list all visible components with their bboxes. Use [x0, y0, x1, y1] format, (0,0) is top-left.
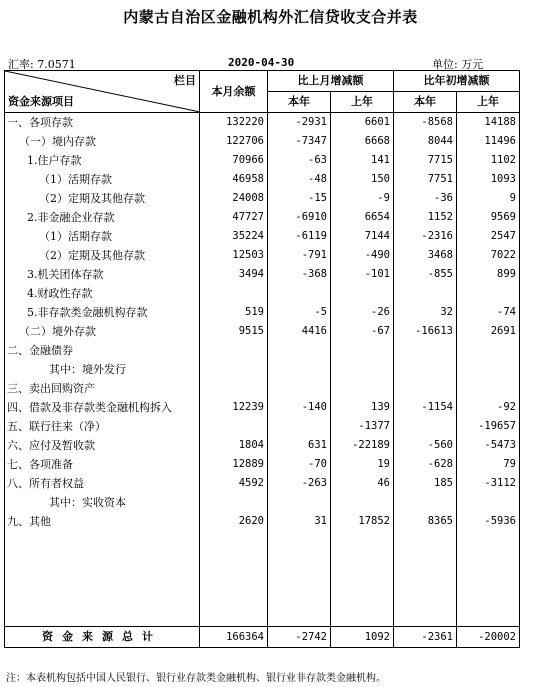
row-value: 2547 [457, 227, 520, 246]
row-label: 2.非金融企业存款 [5, 208, 200, 227]
row-value: -9 [331, 189, 394, 208]
empty-cell [200, 531, 268, 550]
row-value [268, 284, 331, 303]
row-value: 9569 [457, 208, 520, 227]
row-value: -628 [394, 455, 457, 474]
row-label: 5.非存款类金融机构存款 [5, 303, 200, 322]
row-value: 1102 [457, 151, 520, 170]
row-value: -101 [331, 265, 394, 284]
empty-cell [268, 531, 331, 550]
row-value: 4592 [200, 474, 268, 493]
row-value: -26 [331, 303, 394, 322]
row-label: （2）定期及其他存款 [5, 189, 200, 208]
header-vs-year-start: 比年初增减额 [394, 71, 520, 92]
row-value: 150 [331, 170, 394, 189]
row-value: 6668 [331, 132, 394, 151]
header-last-year-1: 上年 [331, 92, 394, 113]
empty-cell [457, 569, 520, 588]
row-label: 八、所有者权益 [5, 474, 200, 493]
header-last-year-2: 上年 [457, 92, 520, 113]
credit-table [4, 70, 520, 648]
total-value: 166364 [200, 627, 268, 648]
row-value [457, 360, 520, 379]
table-row [5, 474, 520, 493]
empty-cell [331, 550, 394, 569]
row-value: -74 [457, 303, 520, 322]
empty-cell [457, 607, 520, 627]
total-value: 1092 [331, 627, 394, 648]
empty-cell [457, 531, 520, 550]
row-value: 2620 [200, 512, 268, 531]
row-label: 其中：实收资本 [5, 493, 200, 512]
row-label: 三、卖出回购资产 [5, 379, 200, 398]
row-value: 35224 [200, 227, 268, 246]
corner-header-cell [5, 71, 200, 113]
row-value [457, 284, 520, 303]
table-row [5, 208, 520, 227]
row-value: 31 [268, 512, 331, 531]
row-value [268, 379, 331, 398]
total-row [5, 627, 520, 648]
row-value: -5 [268, 303, 331, 322]
row-value: -1377 [331, 417, 394, 436]
row-value: -2931 [268, 113, 331, 133]
row-label: （二）境外存款 [5, 322, 200, 341]
empty-row [5, 607, 520, 627]
row-value: -63 [268, 151, 331, 170]
row-value [331, 360, 394, 379]
row-value: 32 [394, 303, 457, 322]
row-value: 7144 [331, 227, 394, 246]
row-value: 132220 [200, 113, 268, 133]
row-value: -7347 [268, 132, 331, 151]
row-value [200, 379, 268, 398]
row-value: 46958 [200, 170, 268, 189]
empty-cell [457, 588, 520, 607]
row-label: （1）活期存款 [5, 170, 200, 189]
empty-cell [200, 588, 268, 607]
row-value: -2316 [394, 227, 457, 246]
row-value: -19657 [457, 417, 520, 436]
row-value: -6119 [268, 227, 331, 246]
empty-cell [200, 569, 268, 588]
table-row [5, 151, 520, 170]
empty-row [5, 569, 520, 588]
row-value: 46 [331, 474, 394, 493]
row-value [457, 493, 520, 512]
row-label: （1）活期存款 [5, 227, 200, 246]
table-row [5, 284, 520, 303]
empty-cell [394, 569, 457, 588]
row-value: 122706 [200, 132, 268, 151]
table-row [5, 170, 520, 189]
row-value: -36 [394, 189, 457, 208]
table-row [5, 303, 520, 322]
row-value [200, 360, 268, 379]
row-value [394, 493, 457, 512]
empty-cell [268, 607, 331, 627]
empty-cell [331, 569, 394, 588]
row-value: 2691 [457, 322, 520, 341]
header-vs-last-month: 比上月增减额 [268, 71, 394, 92]
row-value: 14188 [457, 113, 520, 133]
row-value [394, 284, 457, 303]
row-value [394, 417, 457, 436]
total-value: -20002 [457, 627, 520, 648]
row-value: -791 [268, 246, 331, 265]
row-value: 19 [331, 455, 394, 474]
row-label: 3.机关团体存款 [5, 265, 200, 284]
row-value [268, 417, 331, 436]
row-value: 899 [457, 265, 520, 284]
empty-cell [268, 550, 331, 569]
row-value: 70966 [200, 151, 268, 170]
row-value: 4416 [268, 322, 331, 341]
row-label: 二、金融债券 [5, 341, 200, 360]
row-value: 12239 [200, 398, 268, 417]
row-value: -5936 [457, 512, 520, 531]
row-value: 1152 [394, 208, 457, 227]
empty-cell [5, 531, 200, 550]
table-row [5, 189, 520, 208]
row-value: -8568 [394, 113, 457, 133]
row-label: 1.住户存款 [5, 151, 200, 170]
exchange-rate: 汇率: 7.0571 [8, 58, 76, 71]
row-value: -368 [268, 265, 331, 284]
row-value: 185 [394, 474, 457, 493]
row-value: 7022 [457, 246, 520, 265]
row-value: 519 [200, 303, 268, 322]
table-row [5, 360, 520, 379]
row-value: 24008 [200, 189, 268, 208]
report-title: 内蒙古自治区金融机构外汇信贷收支合并表 [123, 8, 418, 26]
row-value [394, 341, 457, 360]
row-value [394, 379, 457, 398]
row-value: -16613 [394, 322, 457, 341]
row-value: -490 [331, 246, 394, 265]
row-value: -15 [268, 189, 331, 208]
row-value: -67 [331, 322, 394, 341]
row-value: -5473 [457, 436, 520, 455]
table-row [5, 113, 520, 133]
row-value [268, 493, 331, 512]
unit-label: 单位: 万元 [432, 58, 484, 71]
table-row [5, 436, 520, 455]
row-label: 4.财政性存款 [5, 284, 200, 303]
row-value: 9515 [200, 322, 268, 341]
row-value: 7715 [394, 151, 457, 170]
row-value [200, 284, 268, 303]
row-value: 47727 [200, 208, 268, 227]
empty-cell [394, 550, 457, 569]
row-value: -22189 [331, 436, 394, 455]
row-value: 9 [457, 189, 520, 208]
row-value: 79 [457, 455, 520, 474]
empty-cell [200, 550, 268, 569]
row-label: 九、其他 [5, 512, 200, 531]
table-row [5, 322, 520, 341]
footnote: 注：本表机构包括中国人民银行、银行业存款类金融机构、银行业非存款类金融机构。 [6, 673, 386, 684]
table-row [5, 512, 520, 531]
row-value: -855 [394, 265, 457, 284]
table-row [5, 493, 520, 512]
row-value: -48 [268, 170, 331, 189]
header-this-year-2: 本年 [394, 92, 457, 113]
empty-row [5, 588, 520, 607]
row-value [268, 341, 331, 360]
row-value: 3468 [394, 246, 457, 265]
row-value: 141 [331, 151, 394, 170]
row-value: -92 [457, 398, 520, 417]
table-row [5, 455, 520, 474]
row-value [331, 284, 394, 303]
table-row [5, 379, 520, 398]
row-value: 7751 [394, 170, 457, 189]
row-label: 四、借款及非存款类金融机构拆入 [5, 398, 200, 417]
row-value [457, 379, 520, 398]
corner-top-label: 栏目 [174, 74, 196, 87]
row-value [394, 360, 457, 379]
row-value: -6910 [268, 208, 331, 227]
table-body [5, 113, 520, 648]
empty-cell [394, 588, 457, 607]
header-this-year-1: 本年 [268, 92, 331, 113]
row-value: 8365 [394, 512, 457, 531]
empty-cell [268, 569, 331, 588]
corner-bottom-label: 资金来源项目 [8, 95, 74, 108]
row-value: -263 [268, 474, 331, 493]
row-value: -560 [394, 436, 457, 455]
row-value [268, 360, 331, 379]
empty-cell [5, 588, 200, 607]
row-value: 1093 [457, 170, 520, 189]
row-value [200, 341, 268, 360]
row-value [457, 341, 520, 360]
row-value: 8044 [394, 132, 457, 151]
row-value: -3112 [457, 474, 520, 493]
row-label: 其中：境外发行 [5, 360, 200, 379]
empty-cell [331, 607, 394, 627]
table-row [5, 265, 520, 284]
empty-cell [331, 588, 394, 607]
empty-cell [331, 531, 394, 550]
row-value [331, 379, 394, 398]
row-label: （2）定期及其他存款 [5, 246, 200, 265]
empty-cell [394, 607, 457, 627]
table-row [5, 246, 520, 265]
row-value [200, 417, 268, 436]
row-label: 六、应付及暂收款 [5, 436, 200, 455]
row-value: -1154 [394, 398, 457, 417]
empty-row [5, 531, 520, 550]
total-value: -2361 [394, 627, 457, 648]
row-value: 1804 [200, 436, 268, 455]
row-value [331, 493, 394, 512]
report-date: 2020-04-30 [228, 56, 295, 69]
empty-cell [394, 531, 457, 550]
row-value: 139 [331, 398, 394, 417]
empty-cell [5, 607, 200, 627]
table-row [5, 417, 520, 436]
empty-cell [200, 607, 268, 627]
empty-cell [268, 588, 331, 607]
row-value: 12503 [200, 246, 268, 265]
table-row [5, 341, 520, 360]
row-value: 12889 [200, 455, 268, 474]
row-label: 一、各项存款 [5, 113, 200, 133]
row-value: 6601 [331, 113, 394, 133]
empty-cell [457, 550, 520, 569]
row-value: -140 [268, 398, 331, 417]
row-value: 11496 [457, 132, 520, 151]
row-value: 17852 [331, 512, 394, 531]
row-value: -70 [268, 455, 331, 474]
total-label: 资金来源总计 [5, 627, 200, 648]
empty-cell [5, 569, 200, 588]
header-balance: 本月余额 [200, 71, 268, 113]
empty-cell [5, 550, 200, 569]
row-value [331, 341, 394, 360]
row-label: 五、联行往来（净） [5, 417, 200, 436]
row-value: 6654 [331, 208, 394, 227]
table-row [5, 132, 520, 151]
row-value: 3494 [200, 265, 268, 284]
table-row [5, 398, 520, 417]
row-label: （一）境内存款 [5, 132, 200, 151]
row-value [200, 493, 268, 512]
total-value: -2742 [268, 627, 331, 648]
row-label: 七、各项准备 [5, 455, 200, 474]
row-value: 631 [268, 436, 331, 455]
table-row [5, 227, 520, 246]
empty-row [5, 550, 520, 569]
